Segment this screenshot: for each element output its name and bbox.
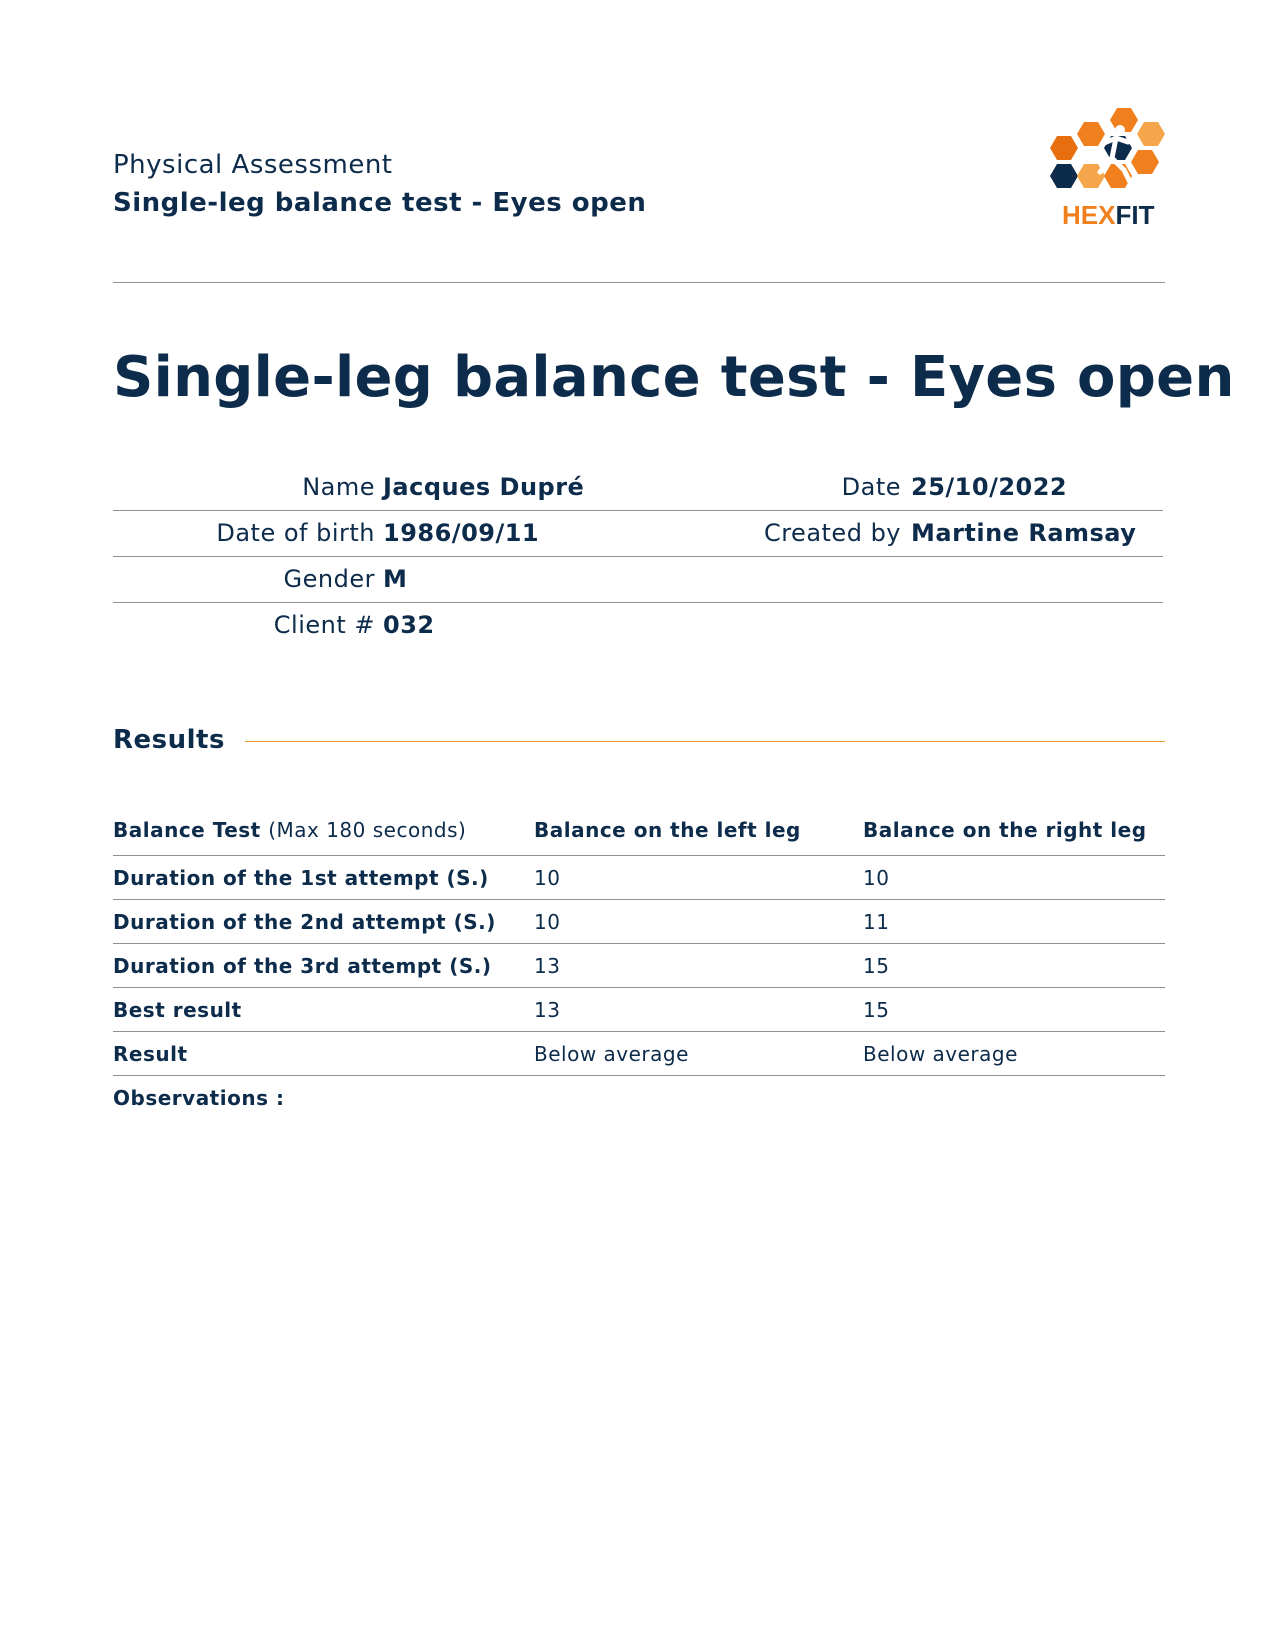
header-col-right: Balance on the right leg <box>863 818 1147 842</box>
row-left-value: 13 <box>534 954 561 978</box>
row-right-value: 15 <box>863 998 890 1022</box>
header-col-left: Balance on the left leg <box>534 818 801 842</box>
table-row <box>113 1032 1165 1076</box>
created-by-value: Martine Ramsay <box>911 519 1137 547</box>
gender-label: Gender <box>283 565 375 593</box>
observations-label: Observations : <box>113 1086 285 1110</box>
row-label: Duration of the 3rd attempt (S.) <box>113 954 492 978</box>
results-heading: Results <box>113 725 225 755</box>
row-right-value: Below average <box>863 1042 1018 1066</box>
row-label: Duration of the 2nd attempt (S.) <box>113 910 496 934</box>
table-row <box>113 900 1165 944</box>
row-left-value: Below average <box>534 1042 689 1066</box>
row-right-value: 11 <box>863 910 890 934</box>
table-row <box>113 944 1165 988</box>
client-number-label: Client # <box>273 611 375 639</box>
client-info-table <box>113 465 1163 648</box>
row-label: Best result <box>113 998 242 1022</box>
header-col-test <box>113 818 466 842</box>
document-header <box>113 150 646 218</box>
row-left-value: 13 <box>534 998 561 1022</box>
gender-value: M <box>383 565 408 593</box>
date-label: Date <box>841 473 901 501</box>
info-row <box>113 465 1163 511</box>
table-row <box>113 856 1165 900</box>
dob-label: Date of birth <box>216 519 375 547</box>
logo-wordmark <box>1062 200 1154 231</box>
results-divider <box>245 741 1165 742</box>
created-by-label: Created by <box>763 519 901 547</box>
results-table <box>113 808 1165 1119</box>
client-number-value: 032 <box>383 611 435 639</box>
results-header-row <box>113 808 1165 856</box>
row-label: Duration of the 1st attempt (S.) <box>113 866 489 890</box>
observations-row <box>113 1076 1165 1119</box>
header-divider <box>113 282 1165 283</box>
row-right-value: 15 <box>863 954 890 978</box>
logo-text-fit: FIT <box>1115 200 1155 230</box>
document-test-name: Single-leg balance test - Eyes open <box>113 188 647 218</box>
name-label: Name <box>302 473 375 501</box>
row-left-value: 10 <box>534 866 561 890</box>
header-col-test-label: Balance Test <box>113 818 261 842</box>
info-row <box>113 603 1163 648</box>
row-left-value: 10 <box>534 910 561 934</box>
info-row <box>113 557 1163 603</box>
dob-value: 1986/09/11 <box>383 519 540 547</box>
logo-text-hex: HEX <box>1062 200 1116 230</box>
document-subtitle: Physical Assessment <box>113 150 393 180</box>
date-value: 25/10/2022 <box>911 473 1068 501</box>
row-right-value: 10 <box>863 866 890 890</box>
header-col-test-note: (Max 180 seconds) <box>268 818 467 842</box>
table-row <box>113 988 1165 1032</box>
name-value: Jacques Dupré <box>383 473 585 501</box>
row-label: Result <box>113 1042 188 1066</box>
info-row <box>113 511 1163 557</box>
page-title: Single-leg balance test - Eyes open <box>113 345 1235 410</box>
